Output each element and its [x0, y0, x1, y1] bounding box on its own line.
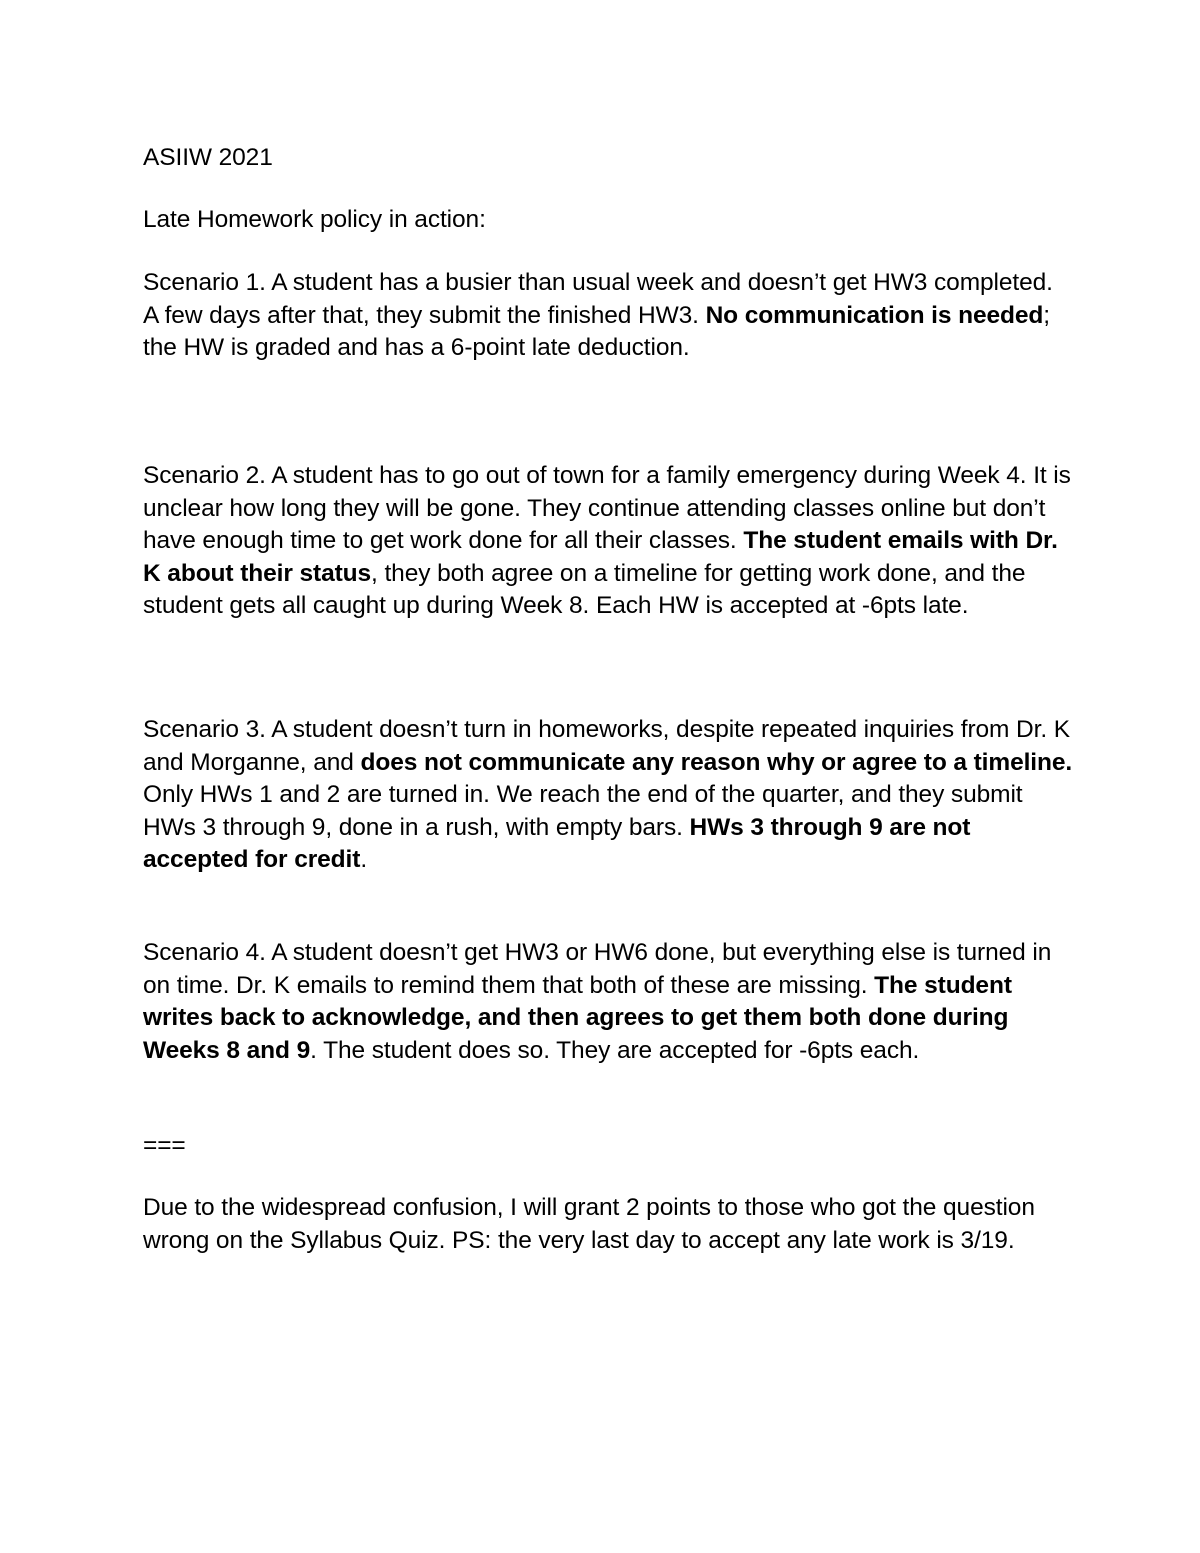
closing-note: Due to the widespread confusion, I will grant 2 points to those who got the question wrong on the Syllabus Quiz. PS: the very last day to accept any late work is 3/19.: [143, 1194, 1035, 1254]
scenario-text: Scenario 4. A student doesn’t get HW3 or HW6 done, but everything else is turned in on time. Dr. K emails to remind them that both of these are missing.: [143, 939, 1052, 999]
scenario-text: Scenario 3. A student doesn’t turn in homeworks, despite repeated inquiries from Dr. K and Morganne, and: [143, 716, 1070, 776]
scenario-emphasis: HWs 3 through 9 are not accepted for credit: [143, 813, 971, 873]
scenario-text: Scenario 1. A student has a busier than usual week and doesn’t get HW3 completed. A few days after that, they submit the finished HW3.: [143, 269, 1053, 329]
scenario-1-paragraph: [143, 267, 1073, 365]
scenario-emphasis: does not communicate any reason why or agree to a timeline.: [360, 748, 1073, 776]
scenario-2-paragraph: [143, 460, 1073, 623]
scenario-text: . The student does so. They are accepted for -6pts each.: [310, 1036, 920, 1064]
scenario-4-paragraph: [143, 937, 1073, 1067]
scenario-text: ; the HW is graded and has a 6-point late deduction.: [143, 301, 1051, 361]
scenario-3-paragraph: [143, 714, 1073, 877]
scenario-emphasis: The student emails with Dr. K about their status: [143, 527, 1058, 587]
section-separator: ===: [143, 1132, 186, 1159]
scenario-text: , they both agree on a timeline for getting work done, and the student gets all caught up during Week 8. Each HW is accepted at -6pts late.: [143, 559, 1026, 619]
scenario-emphasis: No communication is needed: [705, 301, 1044, 329]
scenario-text: Only HWs 1 and 2 are turned in. We reach the end of the quarter, and they submit HWs 3 through 9, done in a rush, with empty bars.: [143, 781, 1023, 841]
scenario-emphasis: The student writes back to acknowledge, and then agrees to get them both done during Weeks 8 and 9: [143, 971, 1012, 1064]
scenario-text: .: [360, 846, 368, 873]
document-title: ASIIW 2021: [143, 144, 273, 171]
scenario-text: Scenario 2. A student has to go out of town for a family emergency during Week 4. It is unclear how long they will be gone. They continue attending classes online but don’t have enough time to get work done for all their classes.: [143, 462, 1071, 554]
policy-heading: Late Homework policy in action:: [143, 206, 486, 233]
